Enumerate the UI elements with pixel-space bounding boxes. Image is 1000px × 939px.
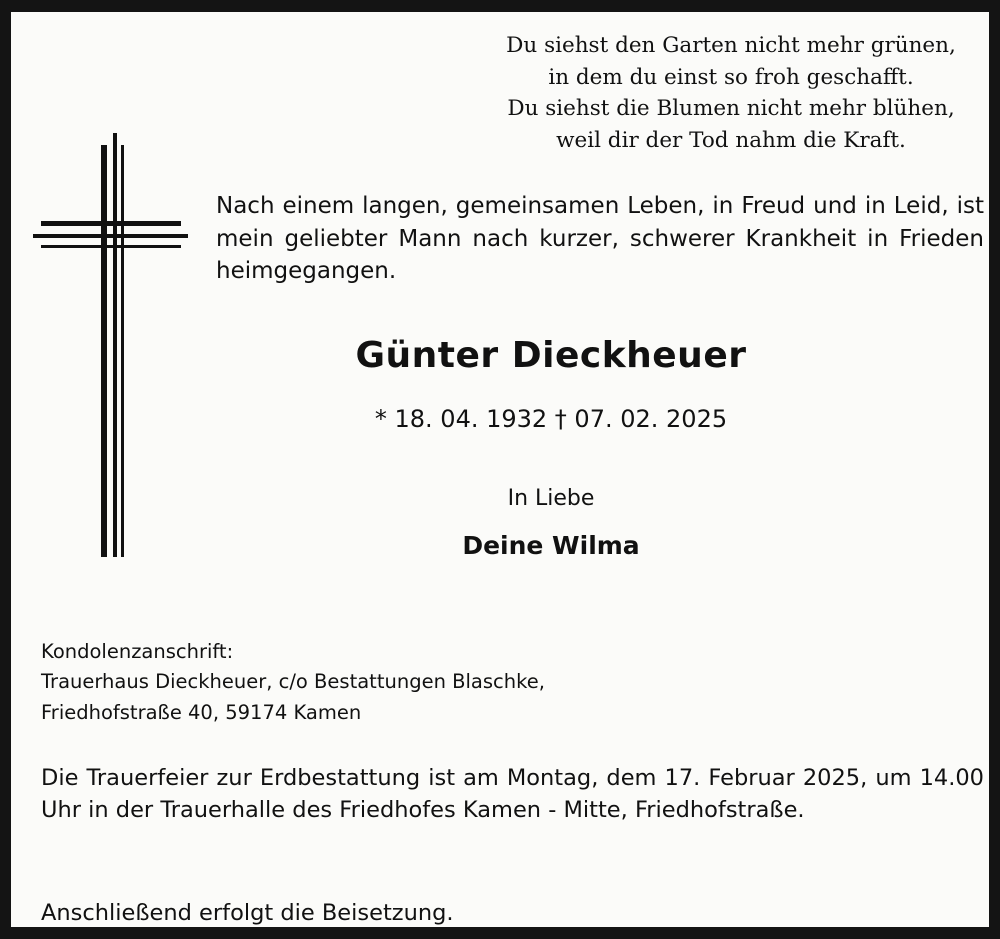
cross-vertical-left (101, 145, 107, 557)
signature-signer: Deine Wilma (462, 531, 640, 560)
obituary-inner (11, 12, 989, 927)
condolence-line-2: Friedhofstraße 40, 59174 Kamen (41, 700, 362, 724)
signature-preface: In Liebe (507, 486, 595, 511)
christian-cross-icon (33, 127, 193, 557)
closing-text: Anschließend erfolgt die Beisetzung. (41, 900, 454, 926)
ceremony-text: Die Trauerfeier zur Erdbestattung ist am Montag, dem 17. Februar 2025, um 14.00 Uhr in der Trauerhalle des Friedhofes Kamen - Mitte, Friedhofstraße. (41, 765, 984, 824)
deceased-name: Günter Dieckheuer (355, 335, 747, 376)
poem-line-3: Du siehst die Blumen nicht mehr blühen, (507, 96, 955, 122)
cross-horizontal-bottom (41, 245, 181, 248)
condolence-heading: Kondolenzanschrift: (41, 640, 234, 663)
poem-line-4: weil dir der Tod nahm die Kraft. (556, 127, 906, 153)
poem-line-2: in dem du einst so froh geschafft. (548, 64, 914, 90)
poem-block (481, 30, 981, 156)
condolence-line-1: Trauerhaus Dieckheuer, c/o Bestattungen Blaschke, (41, 670, 545, 694)
cross-horizontal-top (41, 221, 181, 226)
poem-line-1: Du siehst den Garten nicht mehr grünen, (506, 33, 956, 58)
cross-vertical-center (113, 133, 117, 557)
intro-text: Nach einem langen, gemeinsamen Leben, in Freud und in Leid, ist mein geliebter Mann nach kurzer, schwerer Krankheit in Frieden heimgegangen. (216, 193, 984, 285)
cross-horizontal-center (33, 234, 188, 238)
cross-vertical-right (121, 145, 124, 557)
condolence-block (41, 637, 971, 728)
deceased-dates: * 18. 04. 1932 † 07. 02. 2025 (374, 405, 728, 433)
